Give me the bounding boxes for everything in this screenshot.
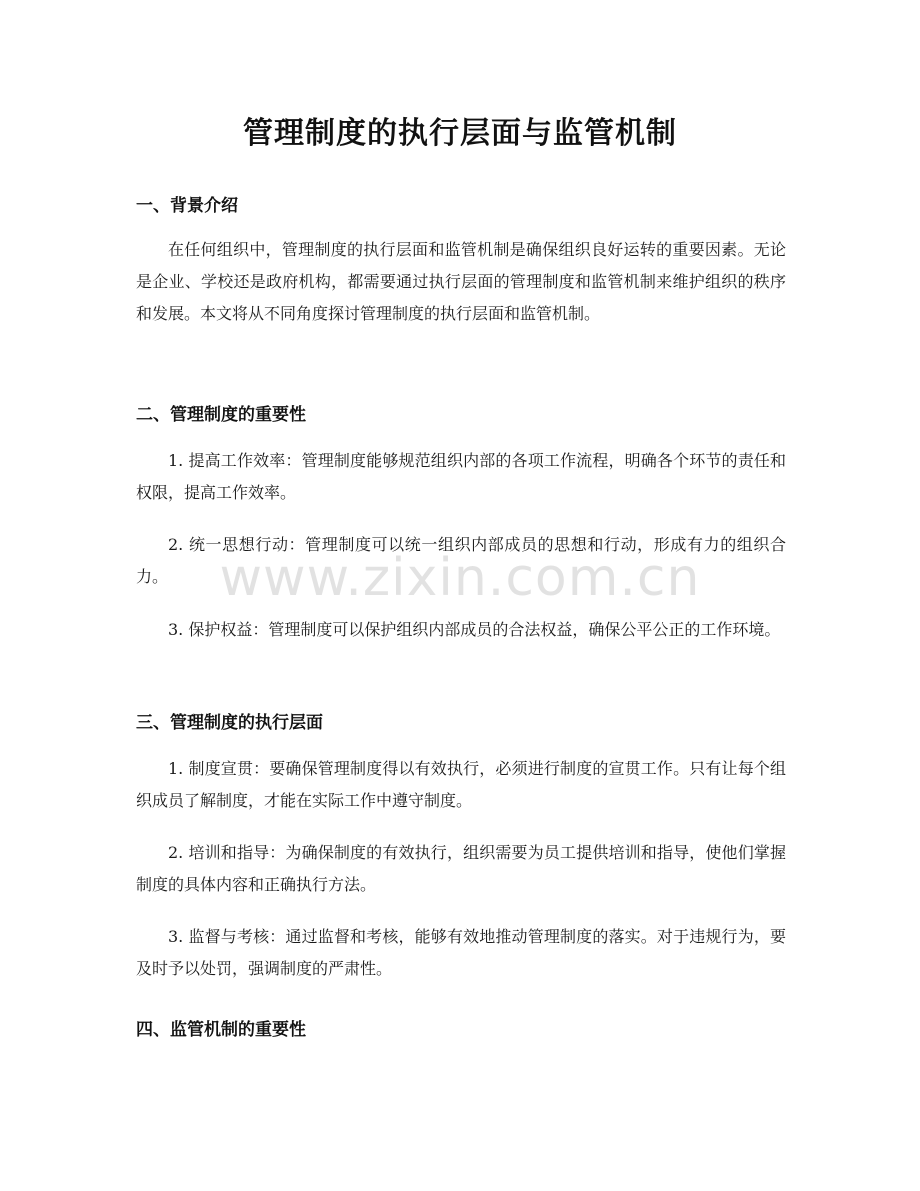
paragraph-importance-2: 2. 统一思想行动：管理制度可以统一组织内部成员的思想和行动，形成有力的组织合力。 [136, 535, 786, 586]
paragraph-importance-1: 1. 提高工作效率：管理制度能够规范组织内部的各项工作流程，明确各个环节的责任和权限，提高工作效率。 [136, 451, 786, 502]
page-title: 管理制度的执行层面与监管机制 [243, 116, 677, 151]
section-heading-background: 一、背景介绍 [136, 196, 238, 216]
paragraph-execution-3: 3. 监督与考核：通过监督和考核，能够有效地推动管理制度的落实。对于违规行为，要及时予以处罚，强调制度的严肃性。 [136, 927, 786, 978]
paragraph-background: 在任何组织中，管理制度的执行层面和监管机制是确保组织良好运转的重要因素。无论是企业、学校还是政府机构，都需要通过执行层面的管理制度和监管机制来维护组织的秩序和发展。本文将从不同角度探讨管理制度的执行层面和监管机制。 [136, 240, 786, 323]
watermark-text: www.zixin.com.cn [219, 548, 701, 608]
section-heading-supervision: 四、监管机制的重要性 [136, 1020, 306, 1040]
paragraph-importance-3: 3. 保护权益：管理制度可以保护组织内部成员的合法权益，确保公平公正的工作环境。 [168, 620, 781, 639]
paragraph-execution-2: 2. 培训和指导：为确保制度的有效执行，组织需要为员工提供培训和指导，使他们掌握制度的具体内容和正确执行方法。 [136, 843, 786, 894]
section-heading-importance: 二、管理制度的重要性 [136, 405, 306, 425]
section-heading-execution: 三、管理制度的执行层面 [136, 713, 323, 733]
paragraph-execution-1: 1. 制度宣贯：要确保管理制度得以有效执行，必须进行制度的宣贯工作。只有让每个组织成员了解制度，才能在实际工作中遵守制度。 [136, 759, 786, 810]
